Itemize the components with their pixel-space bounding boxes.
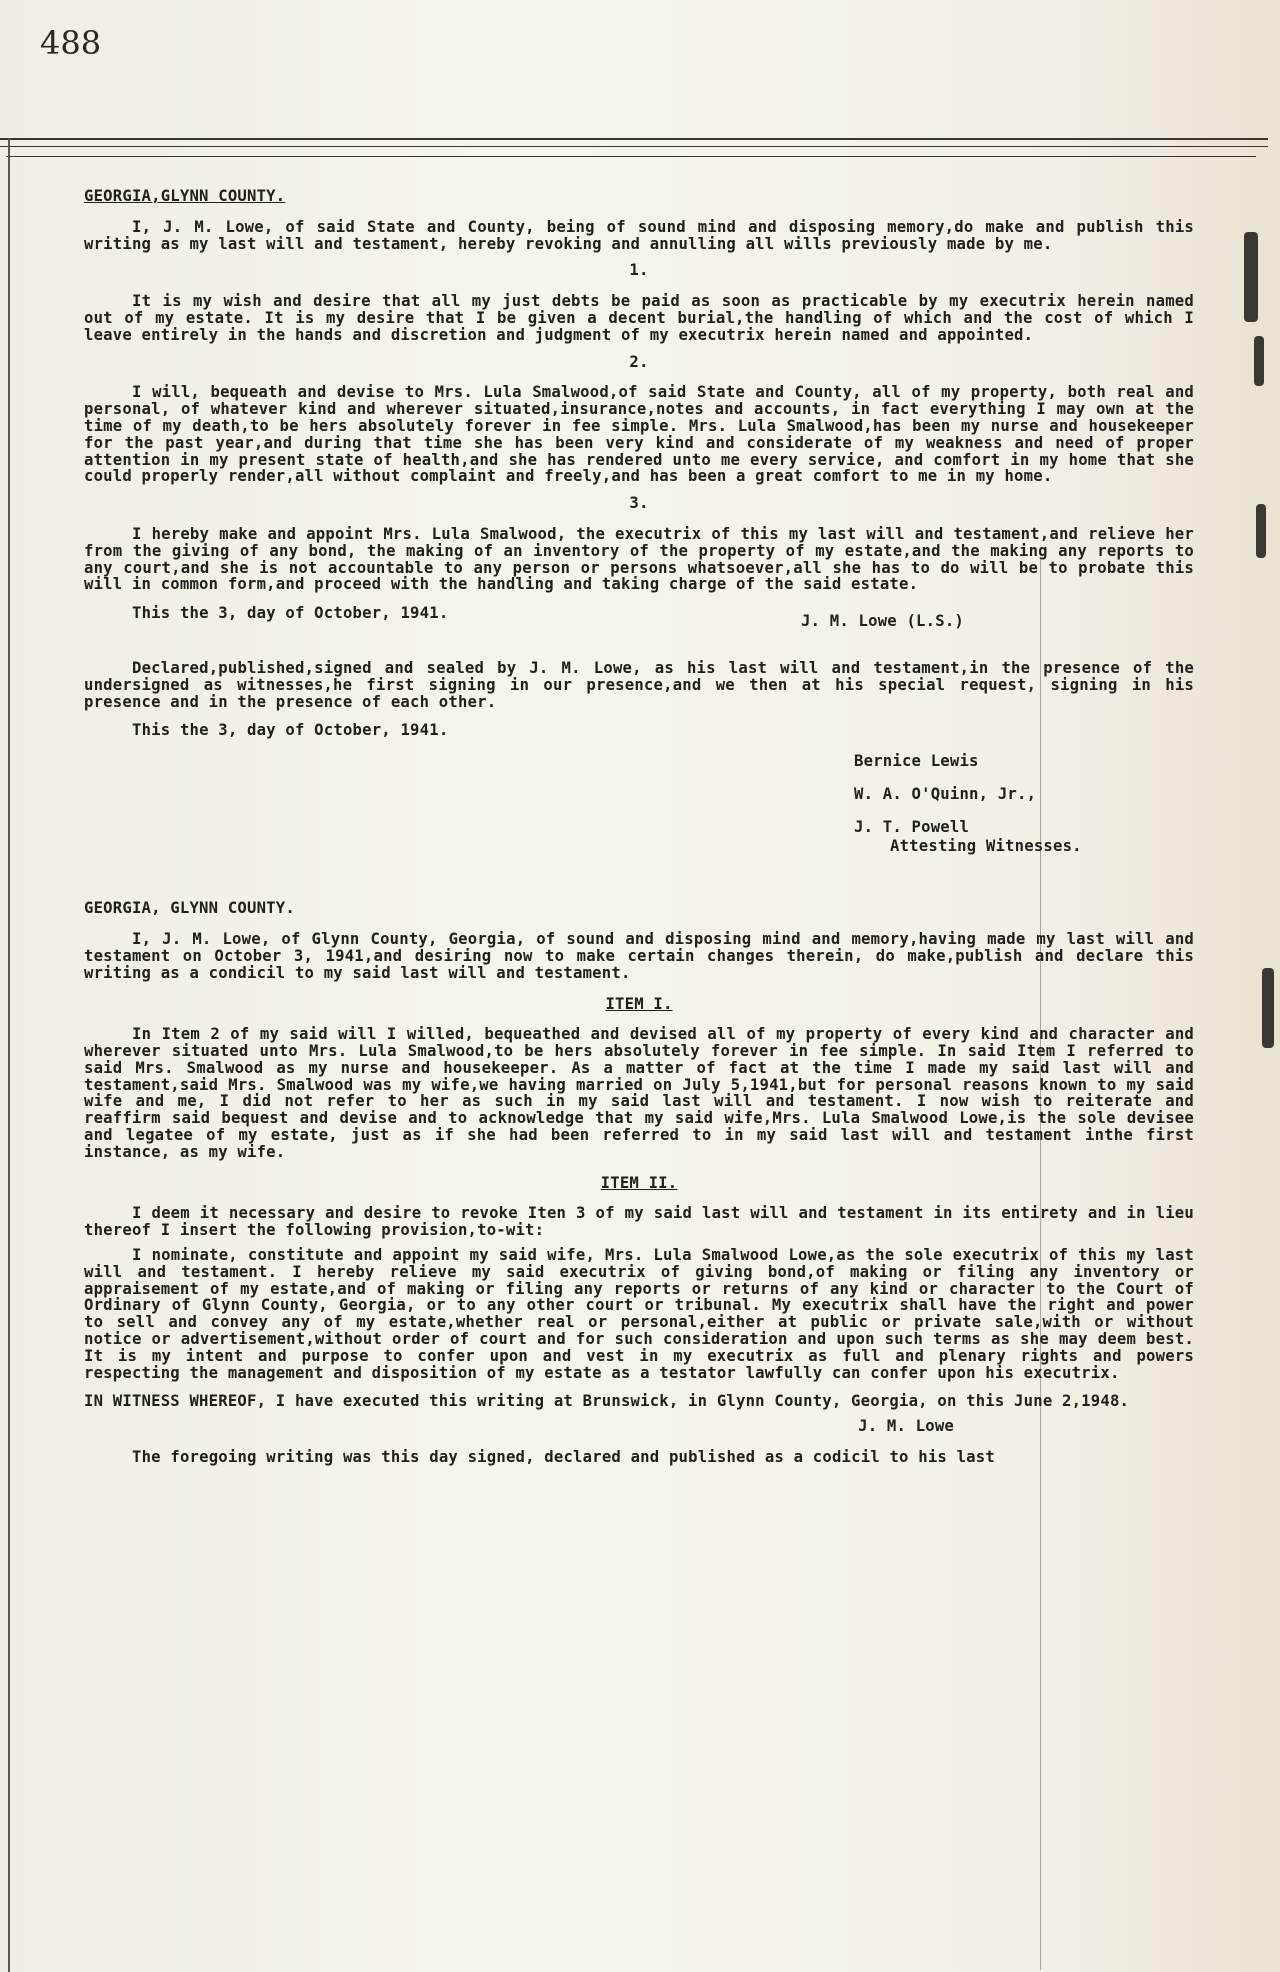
attestation-date-line [132, 722, 1194, 739]
codicil-signature: J. M. Lowe [858, 1417, 954, 1436]
witness-signatures [854, 753, 1194, 854]
witnesses-caption: Attesting Witnesses. [890, 836, 1082, 855]
item-text: I hereby make and appoint Mrs. Lula Smalwood, the executrix of this my last will and testament,and relieve her from the giving of any bond, the making of an inventory of the property of my estate,and the making any reports to any court,and she is not accountable to any person or persons whatsoever,all she has to do will be to probate this will in common form,and proceed with the handling and taking charge of the said estate. [84, 524, 1194, 594]
header-rule [0, 146, 1268, 147]
will-intro: I, J. M. Lowe, of said State and County, being of sound mind and disposing memory,do make and publish this writing as my last will and testament, hereby revoking and annulling all wills previously made by me. [84, 217, 1194, 253]
will-heading: GEORGIA,GLYNN COUNTY. [84, 187, 286, 205]
codicil-item-text: In Item 2 of my said will I willed, bequeathed and devised all of my property of every kind and character and wherever situated unto Mrs. Lula Smalwood,to be hers absolutely forever in fee simple. In said Item I referred to said Mrs. Smalwood as my nurse and housekeeper. As a matter of fact at the time I made my said last will and testament,said Mrs. Smalwood was my wife,we having married on July 5,1941,but for personal reasons known to my said wife and me, I did not refer to her as such in my said last will and testament. I now wish to reiterate and reaffirm said bequest and devise and to acknowledge that my said wife,Mrs. Lula Smalwood Lowe,is the sole devisee and legatee of my estate, just as if she had been referred to in my said last will and testament inthe first instance, as my wife. [84, 1025, 1194, 1161]
item-number: 2. [629, 352, 649, 371]
page-number: 488 [40, 24, 102, 62]
binding-mark [1254, 336, 1264, 386]
item-text: It is my wish and desire that all my just debts be paid as soon as practicable by my executrix herein named out of my estate. It is my desire that I be given a decent burial,the handling of which and the cost of which I leave entirely in the hands and discretion and judgment of my executrix herein named and appointed. [84, 292, 1194, 344]
binding-mark [1262, 968, 1274, 1048]
witness-name: Bernice Lewis [854, 752, 979, 771]
codicil-item-text: I deem it necessary and desire to revoke Iten 3 of my said last will and testament in its entirety and in lieu thereof I insert the following provision,to-wit: [84, 1204, 1194, 1240]
codicil-provision: I nominate, constitute and appoint my said wife, Mrs. Lula Smalwood Lowe,as the sole executrix of this my last will and testament. I hereby relieve my said executrix of giving bond,of making or filing any inventory or appraisement of my estate,and of making or filing any reports or returns of any kind or character to the Court of Ordinary of Glynn County, Georgia, or to any other court or tribunal. My executrix shall have the right and power to sell and convey any of my estate,whether real or personal,either at public or private sale,with or without notice or advertisement,without order of court and for such consideration and upon such terms as she may deem best. It is my intent and purpose to confer upon and vest in my executrix as full and plenary rights and powers respecting the management and disposition of my estate as a testator lawfully can confer upon his executrix. [84, 1246, 1194, 1382]
item-number: 1. [629, 261, 649, 280]
codicil-intro: I, J. M. Lowe, of Glynn County, Georgia, of sound and disposing mind and memory,having made my last will and testament on October 3, 1941,and desiring now to make certain changes therein, do make,publish and declare this writing as a condicil to my said last will and testament. [84, 930, 1194, 982]
codicil-item-title: ITEM II. [600, 1173, 678, 1192]
attestation-date: This the 3, day of October, 1941. [132, 721, 449, 740]
codicil-closing: The foregoing writing was this day signed, declared and published as a codicil to his last [132, 1448, 995, 1467]
item-text: I will, bequeath and devise to Mrs. Lula Smalwood,of said State and County, all of my property, both real and personal, of whatever kind and wherever situated,insurance,notes and accounts, in fact everything I may own at the time of my death,to be hers absolutely forever in fee simple. Mrs. Lula Smalwood,has been my nurse and housekeeper for the past year,and during that time she has been very kind and considerate of my weakness and need of proper attention in my present state of health,and she has rendered unto me every service, and comfort in my home that she could properly render,all without complaint and freely,and has been a great comfort to me in my home. [84, 383, 1194, 486]
attestation-clause: Declared,published,signed and sealed by J. M. Lowe, as his last will and testament,in the presence of the undersigned as witnesses,he first signing in our presence,and we then at his special request, signing in his presence and in the presence of each other. [84, 658, 1194, 711]
page-border [8, 138, 10, 1972]
document-body [84, 188, 1194, 1474]
binding-mark [1256, 504, 1266, 558]
item-number: 3. [629, 494, 649, 513]
last-will [84, 188, 1194, 854]
witness-name: W. A. O'Quinn, Jr., [854, 784, 1037, 803]
codicil-heading: GEORGIA, GLYNN COUNTY. [84, 899, 295, 918]
header-rule [6, 156, 1256, 157]
testator-signature: J. M. Lowe (L.S.) [801, 612, 964, 631]
will-date: This the 3, day of October, 1941. [132, 604, 449, 623]
witness-name: J. T. Powell [854, 817, 970, 836]
witness-clause: IN WITNESS WHEREOF, I have executed this writing at Brunswick, in Glynn County, Georgia, on this June 2,1948. [84, 1392, 1130, 1411]
header-rule [0, 138, 1268, 140]
binding-mark [1244, 232, 1258, 322]
codicil-item-title: ITEM I. [605, 994, 673, 1013]
codicil [84, 900, 1194, 1466]
will-date-line [132, 605, 1194, 630]
